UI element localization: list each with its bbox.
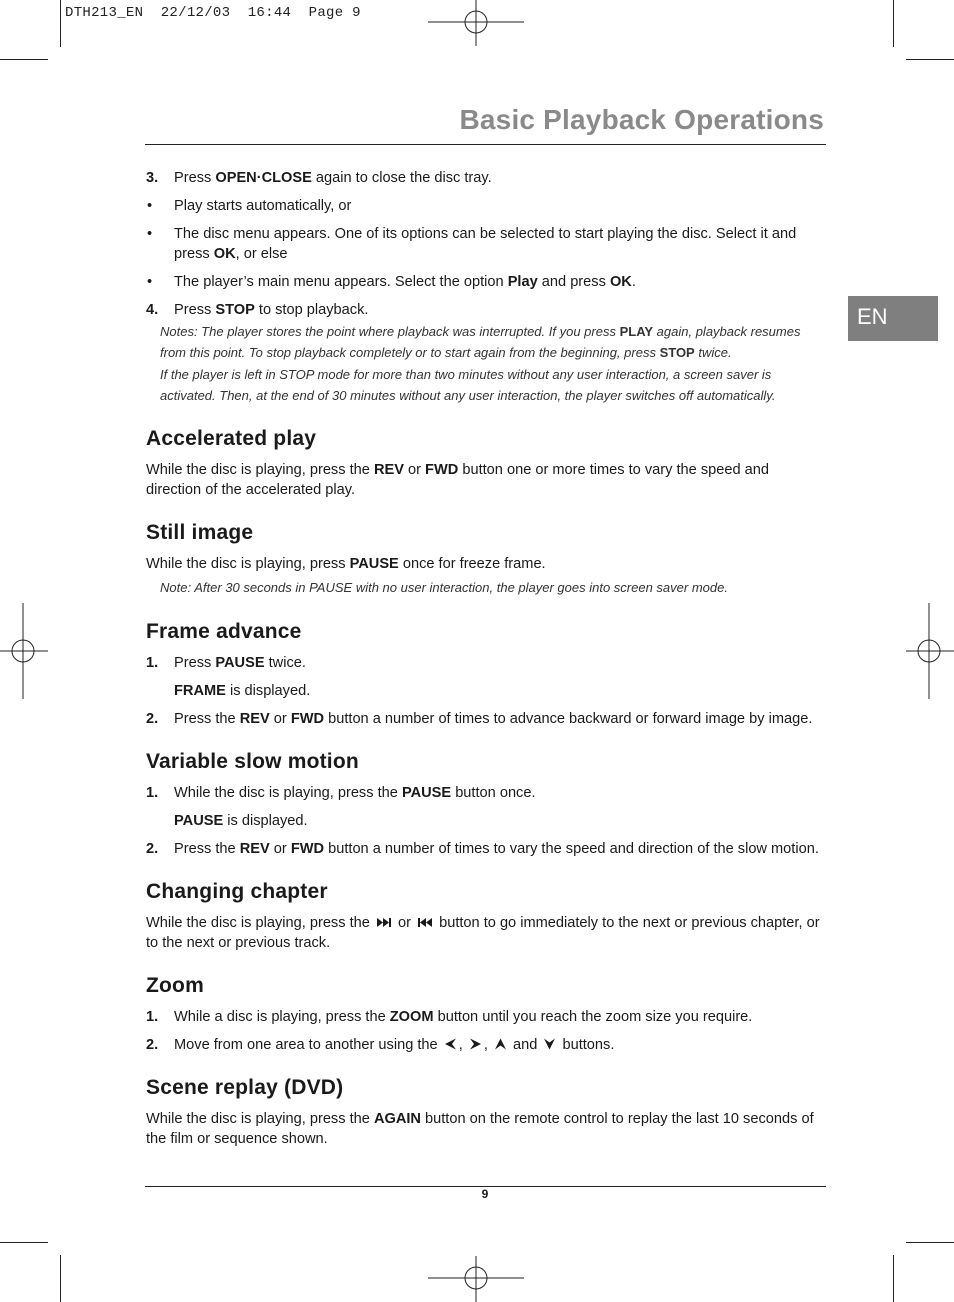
header-rule [145, 144, 826, 145]
bullet-item: • The player’s main menu appears. Select the option Play and press OK. [147, 274, 636, 290]
crop-mark [60, 1255, 61, 1302]
crop-mark [0, 59, 48, 60]
note: Note: After 30 seconds in PAUSE with no user interaction, the player goes into screen saver mode. [160, 580, 728, 595]
arrow-down-icon [543, 1038, 556, 1050]
section-changing-chapter [146, 879, 826, 953]
registration-mark-icon [0, 603, 48, 699]
registration-mark-icon [428, 0, 524, 48]
section-heading: Frame advance [146, 619, 302, 643]
skip-next-icon [376, 917, 392, 928]
crop-mark [893, 0, 894, 47]
crop-mark [893, 1255, 894, 1302]
crop-mark [906, 1242, 954, 1243]
arrow-right-icon [469, 1038, 482, 1050]
registration-mark-icon [428, 1256, 524, 1302]
step-4: 4. Press STOP to stop playback. [146, 302, 369, 318]
bullet-item: • Play starts automatically, or [147, 198, 352, 214]
paragraph: While the disc is playing, press the or button to go immediately to the next or previous chapter, or to the next or previous track. [146, 914, 820, 951]
step-3: 3. Press OPEN·CLOSE again to close the disc tray. [146, 170, 492, 186]
skip-previous-icon [417, 917, 433, 928]
step-1: 1. Press PAUSE twice. [146, 654, 306, 671]
section-heading: Accelerated play [146, 427, 317, 450]
crop-mark [60, 0, 61, 47]
section-still-image [146, 520, 826, 599]
note: Notes: The player stores the point where playback was interrupted. If you press PLAY again, playback resumes from this point. To stop playback completely or to start again from the beginning, press STOP twice. [160, 324, 801, 360]
crop-mark [906, 59, 954, 60]
paragraph: While the disc is playing, press the AGAIN button on the remote control to replay the last 10 seconds of the film or sequence shown. [146, 1110, 814, 1147]
step-1: 1. While the disc is playing, press the PAUSE button once. [146, 784, 536, 801]
step-detail: FRAME is displayed. [174, 682, 311, 699]
page-number: 9 [481, 1187, 489, 1201]
registration-mark-icon [906, 603, 954, 699]
section-frame-advance [146, 619, 826, 729]
section-heading: Variable slow motion [146, 749, 359, 773]
bullet-item: • The disc menu appears. One of its options can be selected to start playing the disc. Select it and press OK, or else [147, 226, 797, 262]
section-heading: Zoom [146, 973, 204, 997]
section-heading: Scene replay (DVD) [146, 1075, 344, 1099]
section-accelerated-play [146, 426, 826, 500]
page-content [146, 168, 826, 1153]
section-zoom [146, 973, 826, 1055]
section-heading: Changing chapter [146, 879, 328, 903]
step-1: 1. While a disc is playing, press the ZOOM button until you reach the zoom size you require. [146, 1008, 753, 1025]
paragraph: While the disc is playing, press PAUSE once for freeze frame. [146, 556, 546, 572]
section-variable-slow-motion [146, 749, 826, 859]
section-scene-replay [146, 1075, 826, 1149]
section-heading: Still image [146, 521, 254, 544]
paragraph: While the disc is playing, press the REV or FWD button one or more times to vary the speed and direction of the accelerated play. [146, 462, 769, 498]
step-2: 2. Press the REV or FWD button a number of times to vary the speed and direction of the slow motion. [146, 840, 819, 857]
arrow-up-icon [494, 1038, 507, 1050]
language-tab: EN [848, 296, 938, 341]
page-title: Basic Playback Operations [459, 104, 824, 135]
note: If the player is left in STOP mode for more than two minutes without any user interaction, a screen saver is activated. Then, at the end of 30 minutes without any user interaction, the player switches off automatically. [160, 367, 776, 403]
step-detail: PAUSE is displayed. [174, 812, 308, 829]
print-slug: DTH213_EN 22/12/03 16:44 Page 9 [65, 5, 361, 21]
arrow-left-icon [444, 1038, 457, 1050]
step-2: 2. Move from one area to another using the , , and buttons. [146, 1036, 615, 1053]
crop-mark [0, 1242, 48, 1243]
step-2: 2. Press the REV or FWD button a number of times to advance backward or forward image by image. [146, 710, 813, 727]
